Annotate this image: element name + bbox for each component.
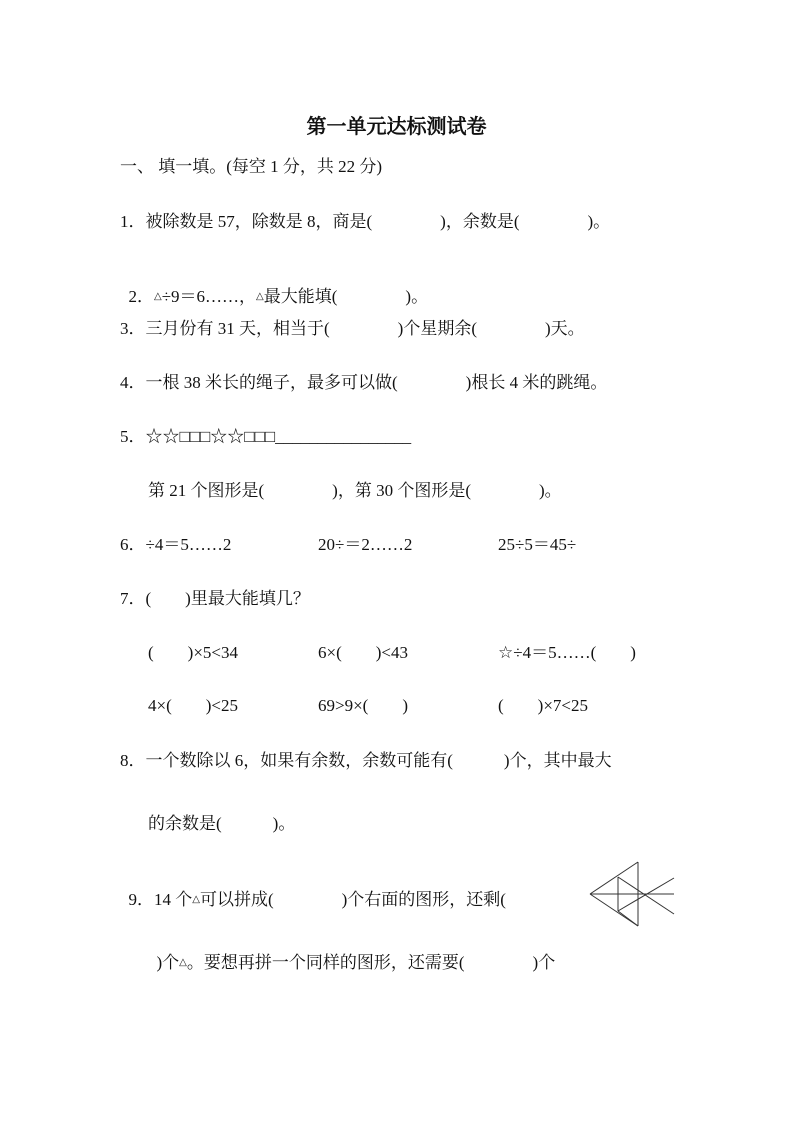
question-4: 4．一根 38 米长的绳子，最多可以做( )根长 4 米的跳绳。 [120,373,608,392]
figure-line [590,862,638,894]
question-2-text: 最大能填( )。 [263,287,429,306]
question-7-item: 4×( )<25 [148,696,238,715]
triangle-icon: △ [192,894,200,905]
question-7-item: 69>9×( ) [318,696,408,715]
section-heading: 一、 填一填。(每空 1 分，共 22 分) [120,157,383,176]
figure-line [618,911,638,926]
triangle-icon: △ [154,291,162,302]
question-8: 8．一个数除以 6，如果有余数，余数可能有( )个，其中最大 [120,751,612,770]
question-2-number: 2． [128,287,154,306]
question-6-a: 6．÷4＝5……2 [120,535,232,554]
question-3: 3．三月份有 31 天，相当于( )个星期余( )天。 [120,319,585,338]
question-9-continued [148,930,555,974]
page-title: 第一单元达标测试卷 [306,116,487,138]
triangle-pattern-figure [588,860,678,932]
question-9-blank-end: )个 [156,953,180,972]
question-6-b: 20÷＝2……2 [318,535,413,554]
triangle-icon: △ [256,291,264,302]
question-1: 1．被除数是 57，除数是 8，商是( )，余数是( )。 [120,212,611,231]
question-9-number: 9．14 个 [128,890,193,909]
question-8-continued: 的余数是( )。 [148,814,296,833]
question-7-item: 6×( )<43 [318,643,408,662]
question-9-text-2: 。要想再拼一个同样的图形，还需要( )个 [186,953,556,972]
question-7-item: ( )×7<25 [498,696,588,715]
question-9 [120,867,506,911]
question-2-equation: ÷9＝6……， [161,287,257,306]
question-6-c: 25÷5＝45÷ [498,535,577,554]
question-5-blanks: 第 21 个图形是( )，第 30 个图形是( )。 [148,481,562,500]
question-5: 5．☆☆□□□☆☆□□□________________ [120,427,412,446]
question-9-text: 可以拼成( )个右面的图形，还剩( [199,890,506,909]
question-7: 7．( )里最大能填几？ [120,589,310,608]
question-7-item: ( )×5<34 [148,643,238,662]
question-2 [120,264,428,308]
question-7-item: ☆÷4＝5……( ) [498,643,636,662]
triangle-icon: △ [179,957,187,968]
